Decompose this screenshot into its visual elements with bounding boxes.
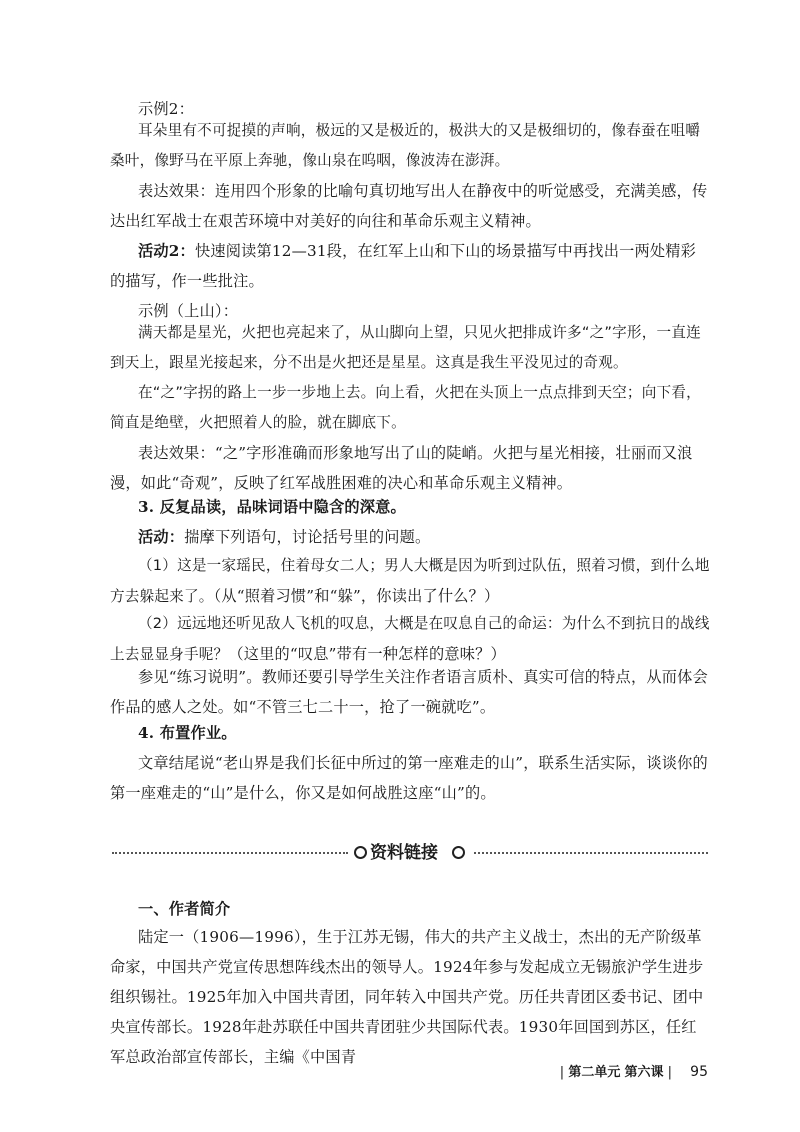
author-bio-heading: 一、作者简介 — [138, 900, 231, 918]
circle-icon — [354, 846, 367, 859]
teacher-note: 参见“练习说明”。教师还要引导学生关注作者语言质朴、真实可信的特点，从而体会作品的感人之处。如“不管三七二十一，抢了一碗就吃”。 — [110, 668, 708, 716]
footer-separator: | — [667, 1065, 673, 1080]
sentence-1-question: （从“照着习惯”和“躲”，你读出了什么？） — [213, 587, 500, 605]
example-uphill-label: 示例（上山）： — [138, 302, 239, 320]
footer-lesson: 第六课 — [624, 1065, 664, 1080]
homework: 文章结尾说“老山界是我们长征中所过的第一座难走的山”，联系生活实际，谈谈你的第一座难走的“山”是什么，你又是如何战胜这座“山”的。 — [110, 754, 708, 802]
page-footer — [560, 1061, 708, 1080]
activity-3-body: 揣摩下列语句，讨论括号里的问题。 — [184, 528, 431, 546]
activity-2-lead: 活动2： — [138, 242, 195, 260]
example-2-label: 示例2： — [138, 100, 195, 118]
circle-icon — [452, 846, 465, 859]
section-3-heading: 3. 反复品读，品味词语中隐含的深意。 — [138, 498, 406, 516]
author-bio: 陆定一（1906—1996），生于江苏无锡，伟大的共产主义战士，杰出的无产阶级革命家，中国共产党宣传思想阵线杰出的领导人。1924年参与发起成立无锡旅沪学生进步组织锡社。1925年加入中国共青团，同年转入中国共产党。历任共青团区委书记、团中央宣传部长。1928年赴苏联任中国共青团驻少共国际代表。1930年回国到苏区，任红军总政治部宣传部长，主编《中国青 — [110, 928, 704, 1066]
divider-dots-left — [112, 852, 348, 854]
example-2-quote: 耳朵里有不可捉摸的声响，极远的又是极近的，极洪大的又是极细切的，像春蚕在咀嚼桑叶，像野马在平原上奔驰，像山泉在呜咽，像波涛在澎湃。 — [110, 122, 701, 169]
activity-3 — [110, 522, 710, 552]
divider-dots-right — [474, 852, 708, 854]
uphill-effect: 表达效果：“之”字形准确而形象地写出了山的陡峭。火把与星光相接，壮丽而又浪漫，如此“奇观”，反映了红军战胜困难的决心和革命乐观主义精神。 — [110, 444, 693, 492]
sentence-2 — [110, 608, 710, 670]
sentence-1 — [110, 550, 710, 612]
sentence-1-text: （1）这是一家瑶民，住着母女二人；男人大概是因为听到过队伍，照着习惯，到什么地方去躲起来了。 — [110, 557, 710, 605]
sentence-2-question: （这里的“叹息”带有一种怎样的意味？） — [228, 645, 506, 663]
footer-separator: | — [559, 1065, 565, 1080]
section-4-heading: 4. 布置作业。 — [138, 724, 237, 742]
activity-2-body: 快速阅读第12—31段，在红军上山和下山的场景描写中再找出一两处精彩的描写，作一些批注。 — [110, 242, 697, 290]
uphill-quote-2: 在“之”字拐的路上一步一步地上去。向上看，火把在头顶上一点点排到天空；向下看，简直是绝壁，火把照着人的脸，就在脚底下。 — [110, 384, 701, 431]
page-number: 95 — [690, 1064, 708, 1080]
resource-title: 资料链接 — [370, 843, 438, 863]
activity-3-lead: 活动： — [138, 528, 185, 546]
activity-2 — [110, 236, 710, 296]
resource-divider — [112, 838, 708, 868]
example-2-effect: 表达效果：连用四个形象的比喻句真切地写出人在静夜中的听觉感受，充满美感，传达出红军战士在艰苦环境中对美好的向往和革命乐观主义精神。 — [110, 182, 708, 230]
footer-unit: 第二单元 — [568, 1065, 621, 1080]
uphill-quote-1: 满天都是星光，火把也亮起来了，从山脚向上望，只见火把排成许多“之”字形，一直连到天上，跟星光接起来，分不出是火把还是星星。这真是我生平没见过的奇观。 — [110, 324, 701, 371]
sentence-2-text: （2）远远地还听见敌人飞机的叹息，大概是在叹息自己的命运：为什么不到抗日的战线上去显显身手呢？ — [110, 615, 710, 663]
